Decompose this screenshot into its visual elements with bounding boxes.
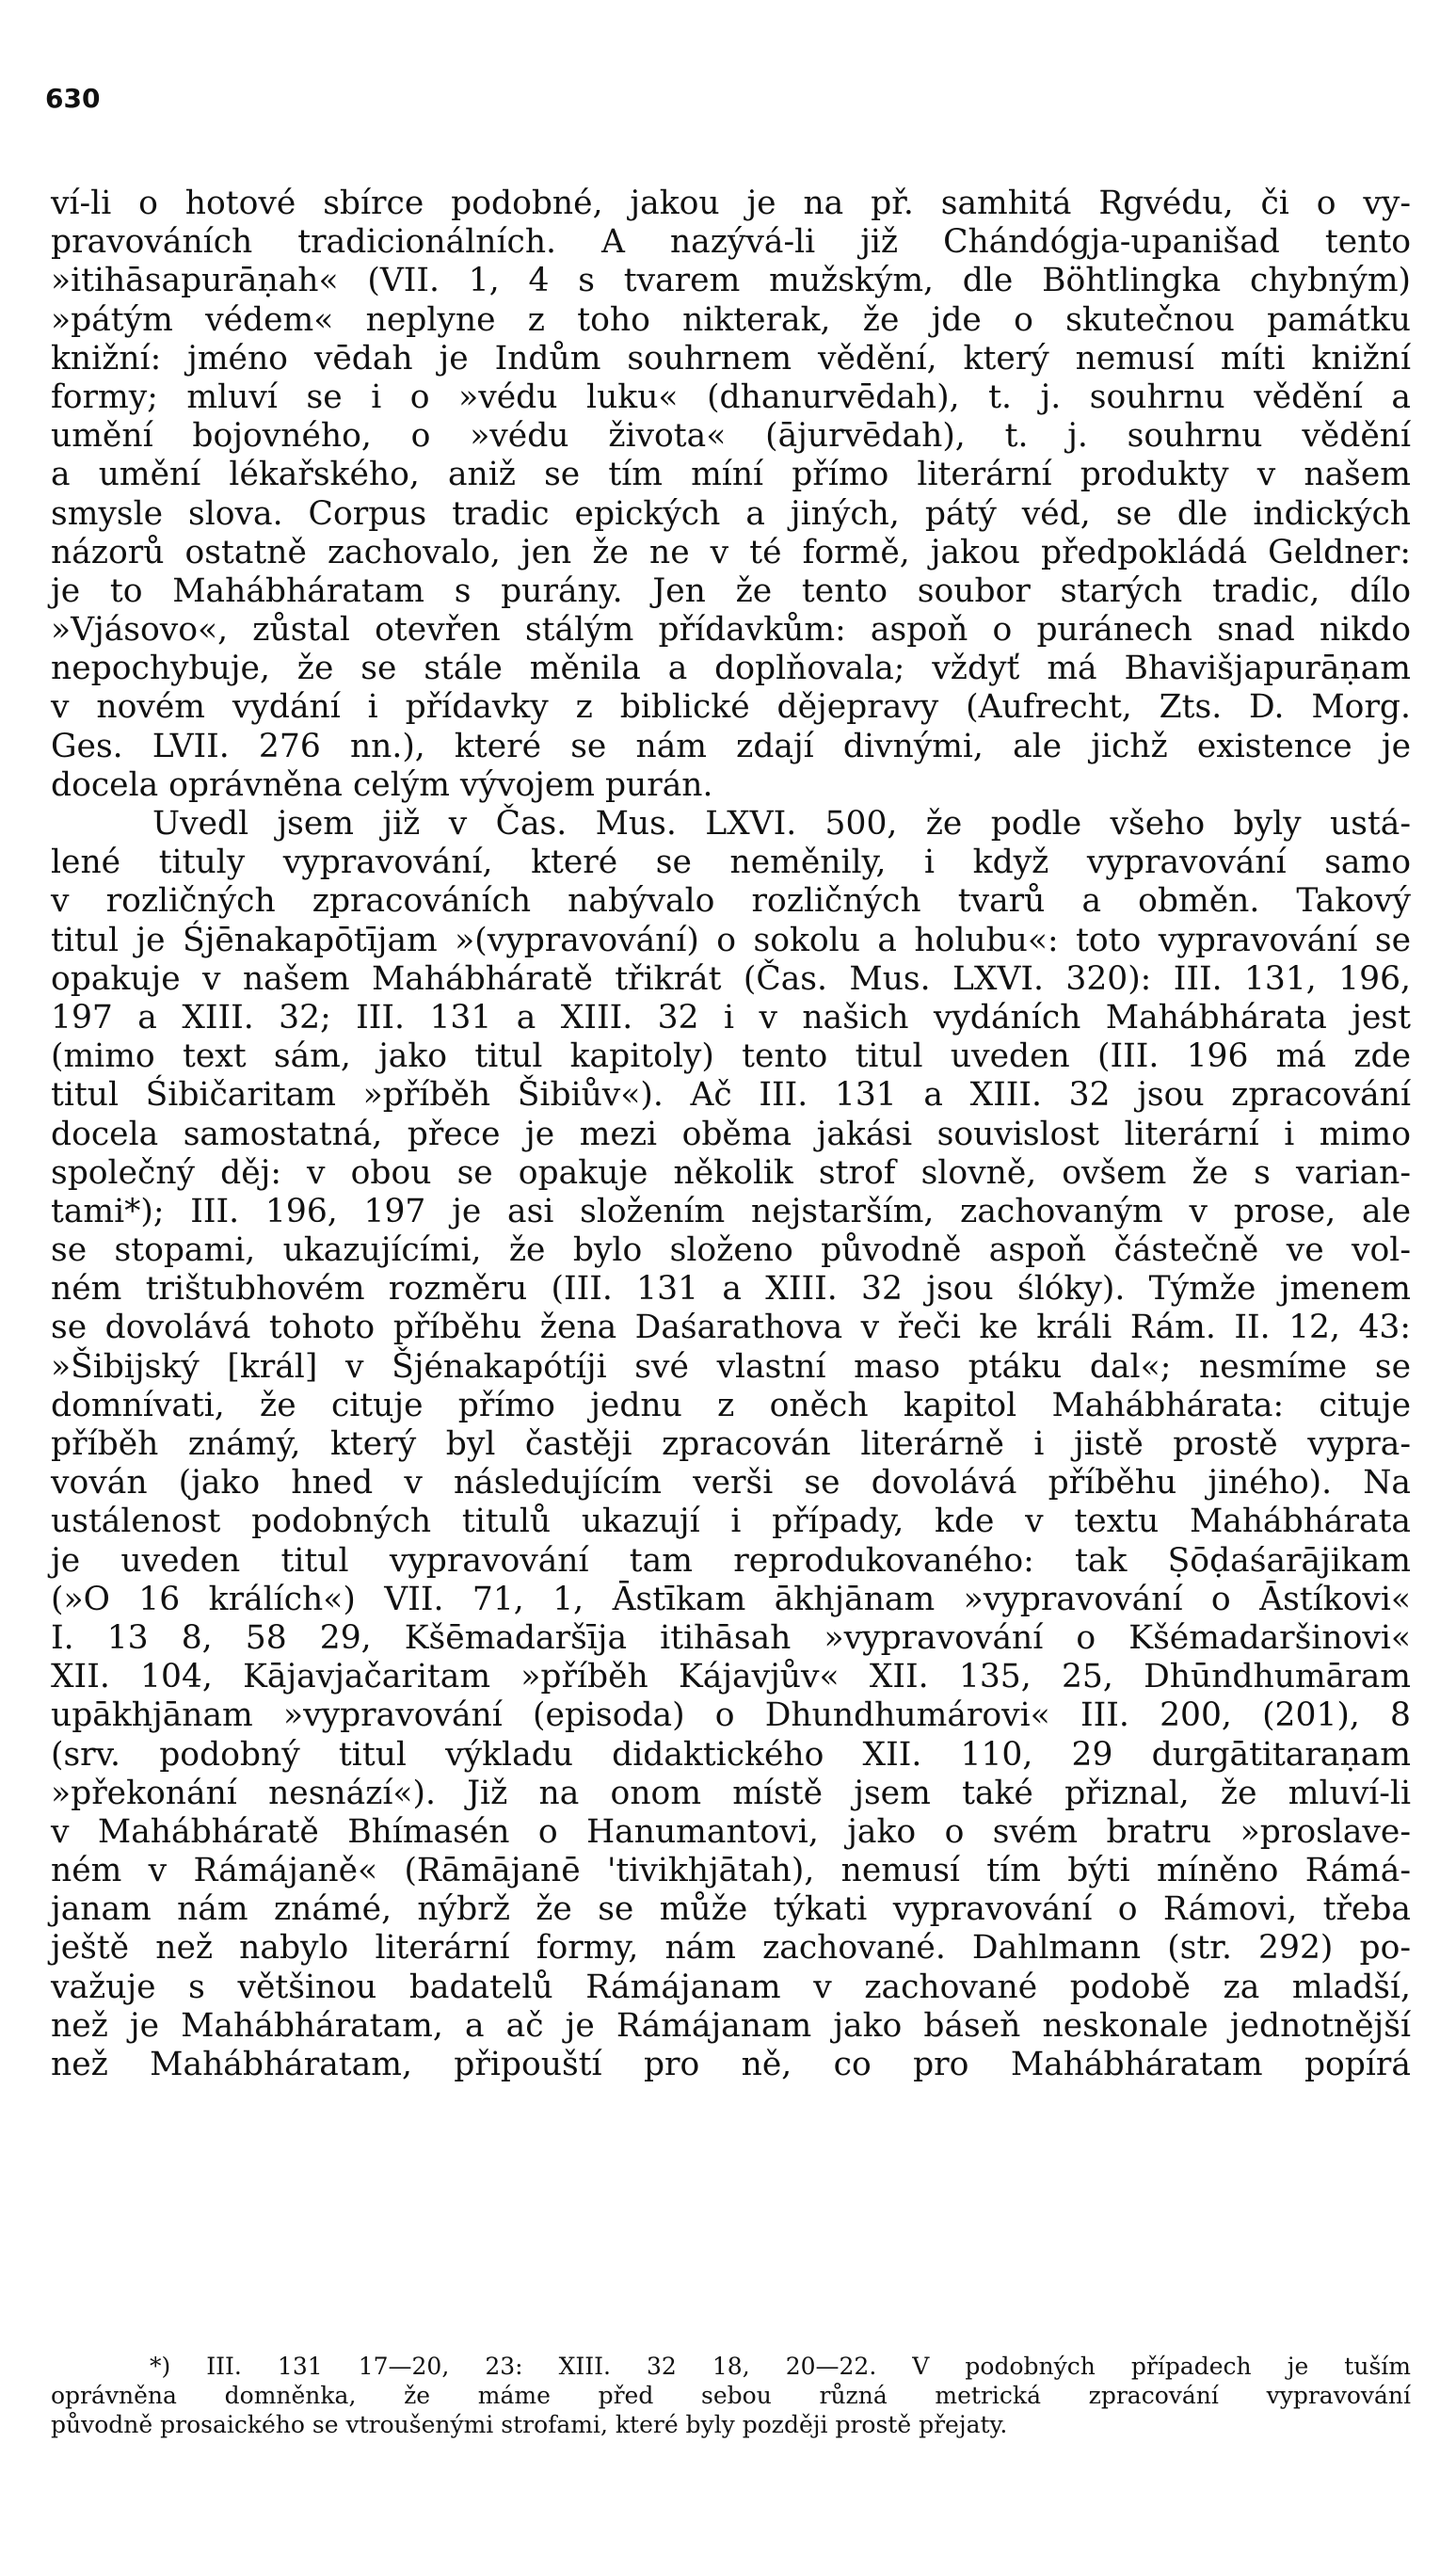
footnote (51, 2352, 1411, 2439)
text-line: »Vjásovo«, zůstal otevřen stálým přídavkům: aspoň o puránech snad nikdo (51, 611, 1411, 650)
text-line: ví-li o hotové sbírce podobné, jakou je na př. samhitá Rgvédu, či o vy- (51, 185, 1411, 222)
text-line: knižní: jméno vēdah je Indům souhrnem vědění, který nemusí míti knižní (51, 339, 1411, 378)
text-line: opakuje v našem Mahábháratě třikrát (Čas. Mus. LXVI. 320): III. 131, 196, (51, 959, 1411, 998)
footnote-line: oprávněna domněnka, že máme před sebou různá metrická zpracování vypravování (51, 2382, 1411, 2409)
text-line: ustálenost podobných titulů ukazují i případy, kde v textu Mahábhárata (51, 1502, 1411, 1541)
text-line: domnívati, že cituje přímo jednu z oněch kapitol Mahábhárata: cituje (51, 1386, 1411, 1424)
text-line: (»O 16 králích«) VII. 71, 1, Āstīkam ākhjānam »vypravování o Āstíkovi« (51, 1580, 1411, 1618)
text-line: »pátým védem« neplyne z toho nikterak, že jde o skutečnou památku (51, 300, 1411, 339)
text-line: I. 13 8, 58 29, Kšēmadaršīja itihāsah »vypravování o Kšémadaršinovi« (51, 1618, 1411, 1657)
text-line: než Mahábháratam, připouští pro ně, co pro Mahábháratam popírá (51, 2046, 1411, 2083)
text-line: a umění lékařského, aniž se tím míní přímo literární produkty v našem (51, 456, 1411, 494)
text-line: docela oprávněna celým vývojem purán. (51, 765, 713, 804)
text-line: važuje s většinou badatelů Rámájanam v zachované podobě za mladší, (51, 1968, 1411, 2006)
text-line: (mimo text sám, jako titul kapitoly) tento titul uveden (III. 196 má zde (51, 1037, 1411, 1076)
text-line: umění bojovného, o »védu života« (ājurvēdah), t. j. souhrnu vědění (51, 417, 1411, 456)
text-line: janam nám známé, nýbrž že se může týkati vypravování o Rámovi, třeba (51, 1890, 1411, 1929)
text-line: (srv. podobný titul výkladu didaktického XII. 110, 29 durgātitaraṇam (51, 1735, 1411, 1774)
text-line: formy; mluví se i o »védu luku« (dhanurvēdah), t. j. souhrnu vědění a (51, 378, 1411, 416)
text-line: docela samostatná, přece je mezi oběma jakási souvislost literární i mimo (51, 1115, 1411, 1153)
text-line: než je Mahábháratam, a ač je Rámájanam jako báseň neskonale jednotnější (51, 2006, 1411, 2045)
text-line: v Mahábháratě Bhímasén o Hanumantovi, jako o svém bratru »proslave- (51, 1812, 1411, 1851)
text-line: názorů ostatně zachovalo, jen že ne v té formě, jakou předpokládá Geldner: (51, 533, 1411, 571)
text-line: 197 a XIII. 32; III. 131 a XIII. 32 i v našich vydáních Mahábhárata jest (51, 998, 1411, 1036)
text-line: Ges. LVII. 276 nn.), které se nám zdají divnými, ale jichž existence je (51, 727, 1411, 765)
text-line: ještě než nabylo literární formy, nám zachované. Dahlmann (str. 292) po- (51, 1929, 1411, 1968)
text-line: pravováních tradicionálních. A nazývá-li již Chándógja-upanišad tento (51, 223, 1411, 262)
text-line: v rozličných zpracováních nabývalo rozličných tvarů a obměn. Takový (51, 882, 1411, 921)
text-line: ném v Rámájaně« (Rāmājanē 'tivikhjātah), nemusí tím býti míněno Rámá- (51, 1852, 1411, 1890)
footnote-line: původně prosaického se vtroušenými strofami, které byly později prostě přejaty. (51, 2411, 1008, 2438)
text-line: Uvedl jsem již v Čas. Mus. LXVI. 500, že podle všeho byly ustá- (152, 805, 1411, 843)
text-line: se dovolává tohoto příběhu žena Daśarathova v řeči ke králi Rám. II. 12, 43: (51, 1309, 1411, 1347)
text-line: titul Śibičaritam »příběh Šibiův«). Ač III. 131 a XIII. 32 jsou zpracování (51, 1076, 1411, 1115)
text-line: »překonání nesnází«). Již na onom místě jsem také přiznal, že mluví-li (51, 1774, 1411, 1812)
text-line: se stopami, ukazujícími, že bylo složeno původně aspoň částečně ve vol- (51, 1231, 1411, 1270)
text-line: nepochybuje, že se stále měnila a doplňovala; vždyť má Bhavišjapurāṇam (51, 650, 1411, 688)
footnote-line: *) III. 131 17—20, 23: XIII. 32 18, 20—22. V podobných případech je tuším (150, 2353, 1411, 2380)
text-line: XII. 104, Kājavjačaritam »příběh Kájavjův« XII. 135, 25, Dhūndhumāram (51, 1658, 1411, 1696)
text-line: upākhjānam »vypravování (episoda) o Dhundhumárovi« III. 200, (201), 8 (51, 1696, 1411, 1735)
text-line: společný děj: v obou se opakuje několik strof slovně, ovšem že s varian- (51, 1153, 1411, 1192)
text-line: smysle slova. Corpus tradic epických a jiných, pátý véd, se dle indických (51, 494, 1411, 533)
text-line: titul je Śjēnakapōtījam »(vypravování) o sokolu a holubu«: toto vypravování se (51, 921, 1411, 959)
text-line: ném trištubhovém rozměru (III. 131 a XIII. 32 jsou ślóky). Týmže jmenem (51, 1270, 1411, 1309)
text-line: je to Mahábháratam s purány. Jen že tento soubor starých tradic, dílo (51, 571, 1411, 610)
text-line: »itihāsapurāṇah« (VII. 1, 4 s tvarem mužským, dle Böhtlingka chybným) (51, 262, 1411, 300)
text-line: v novém vydání i přídavky z biblické dějepravy (Aufrecht, Zts. D. Morg. (51, 688, 1411, 727)
text-line: »Šibijský [král] v Šjénakapótíji své vlastní maso ptáku dal«; nesmíme se (51, 1347, 1411, 1386)
text-line: je uveden titul vypravování tam reprodukovaného: tak Ṣōḍaśarājikam (51, 1541, 1411, 1580)
text-line: vován (jako hned v následujícím verši se dovolává příběhu jiného). Na (51, 1464, 1411, 1502)
text-line: příběh známý, který byl častěji zpracován literárně i jistě prostě vypra- (51, 1425, 1411, 1463)
text-line: tami*); III. 196, 197 je asi složením nejstarším, zachovaným v prose, ale (51, 1192, 1411, 1230)
body-text (51, 185, 1411, 2084)
text-line: lené tituly vypravování, které se neměnily, i když vypravování samo (51, 844, 1411, 882)
page-number: 630 (45, 83, 101, 114)
